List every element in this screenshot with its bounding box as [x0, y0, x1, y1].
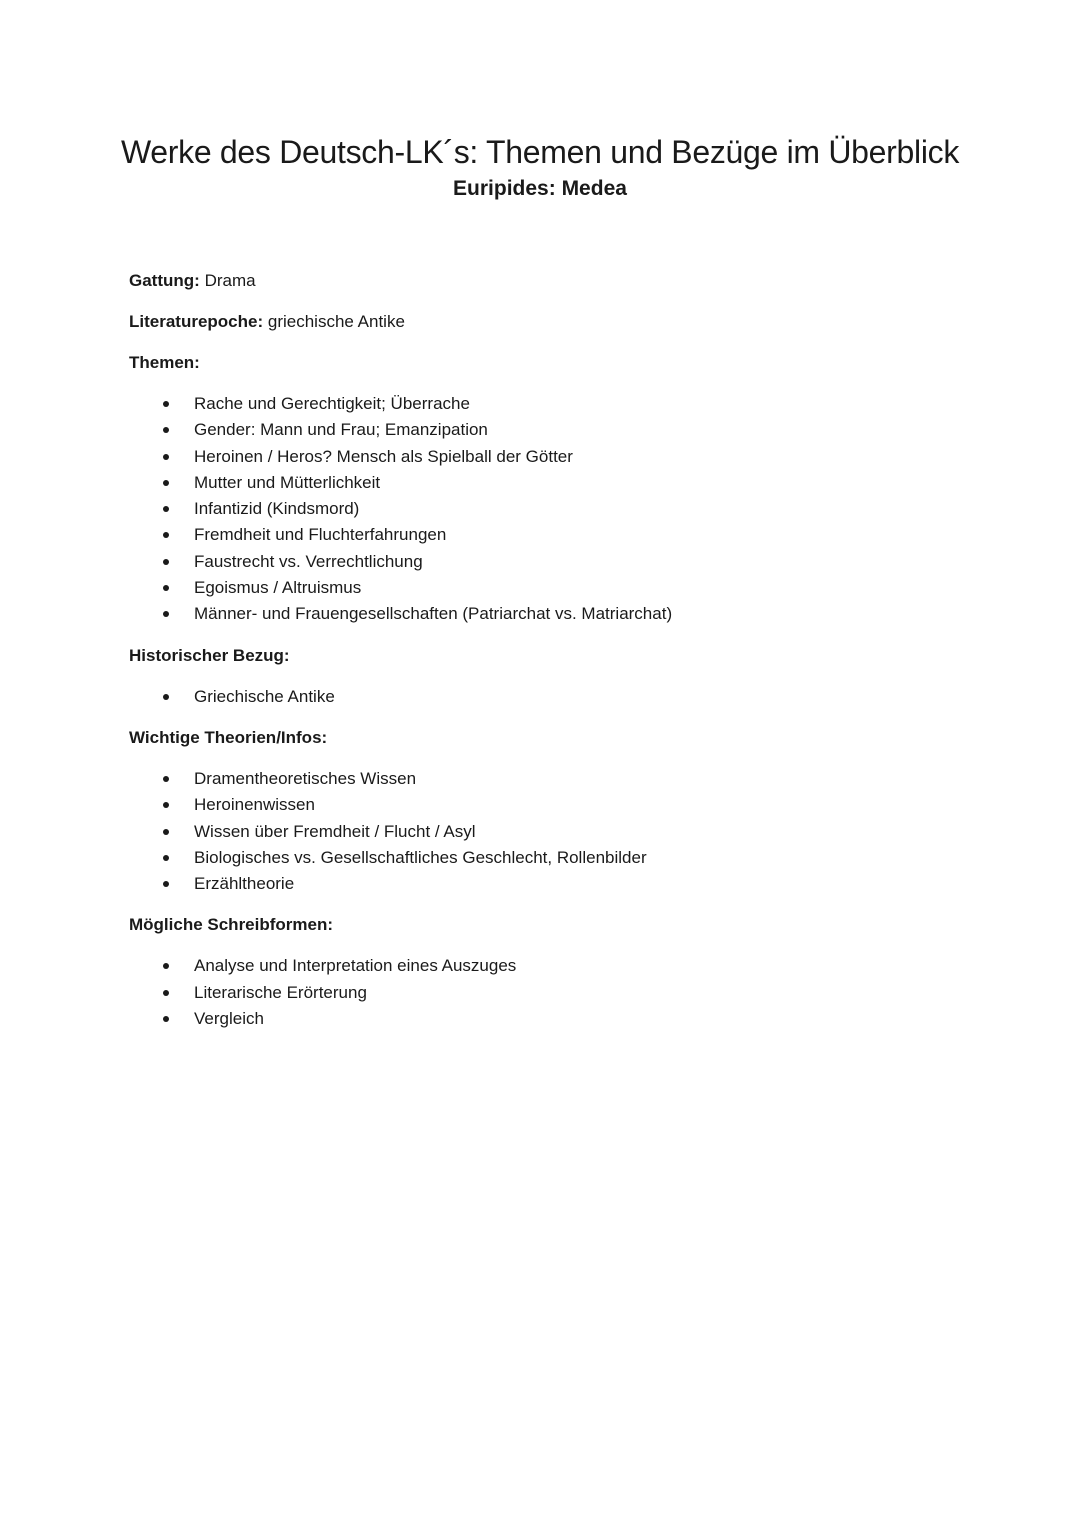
- document-content: [129, 268, 949, 1047]
- bullet-icon: [163, 559, 169, 565]
- list-item: [129, 1006, 949, 1032]
- list-item: [129, 684, 949, 710]
- list-item-text: Vergleich: [194, 1009, 264, 1029]
- list-item-text: Wissen über Fremdheit / Flucht / Asyl: [194, 821, 476, 841]
- bullet-icon: [163, 506, 169, 512]
- list-item-text: Analyse und Interpretation eines Auszuges: [194, 956, 517, 976]
- writing-forms-list: [129, 953, 949, 1032]
- document-subtitle: Euripides: Medea: [453, 177, 627, 200]
- bullet-icon: [163, 776, 169, 782]
- theories-list: [129, 766, 949, 897]
- bullet-icon: [163, 585, 169, 591]
- list-item: [129, 391, 949, 417]
- bullet-icon: [163, 990, 169, 996]
- bullet-icon: [163, 1016, 169, 1022]
- list-item: [129, 792, 949, 818]
- bullet-icon: [163, 401, 169, 407]
- document-title: Werke des Deutsch-LK´s: Themen und Bezüge im Überblick: [120, 134, 960, 170]
- list-item: [129, 522, 949, 548]
- genre-field: [129, 268, 949, 294]
- list-item-text: Fremdheit und Fluchterfahrungen: [194, 525, 447, 545]
- bullet-icon: [163, 454, 169, 460]
- bullet-icon: [163, 802, 169, 808]
- list-item-text: Infantizid (Kindsmord): [194, 499, 360, 519]
- list-item-text: Mutter und Mütterlichkeit: [194, 472, 381, 492]
- bullet-icon: [163, 963, 169, 969]
- list-item-text: Griechische Antike: [194, 686, 335, 706]
- list-item-text: Heroinenwissen: [194, 795, 315, 815]
- list-item: [129, 601, 949, 627]
- bullet-icon: [163, 881, 169, 887]
- list-item: [129, 766, 949, 792]
- list-item-text: Egoismus / Altruismus: [194, 578, 362, 598]
- list-item-text: Literarische Erörterung: [194, 982, 367, 1002]
- list-item: [129, 549, 949, 575]
- genre-label: Gattung:: [129, 271, 200, 290]
- list-item: [129, 953, 949, 979]
- list-item-text: Männer- und Frauengesellschaften (Patriarchat vs. Matriarchat): [194, 604, 673, 624]
- themes-heading: Themen:: [129, 353, 200, 372]
- list-item-text: Heroinen / Heros? Mensch als Spielball der Götter: [194, 446, 573, 466]
- epoch-field: [129, 309, 949, 335]
- bullet-icon: [163, 480, 169, 486]
- list-item-text: Gender: Mann und Frau; Emanzipation: [194, 420, 488, 440]
- list-item-text: Faustrecht vs. Verrechtlichung: [194, 551, 423, 571]
- list-item: [129, 871, 949, 897]
- list-item: [129, 496, 949, 522]
- list-item-text: Erzähltheorie: [194, 874, 295, 894]
- writing-forms-heading: Mögliche Schreibformen:: [129, 915, 334, 935]
- list-item-text: Biologisches vs. Gesellschaftliches Geschlecht, Rollenbilder: [194, 847, 647, 867]
- list-item-text: Dramentheoretisches Wissen: [194, 768, 417, 788]
- list-item-text: Rache und Gerechtigkeit; Überrache: [194, 394, 470, 413]
- bullet-icon: [163, 694, 169, 700]
- genre-value: Drama: [204, 271, 256, 290]
- bullet-icon: [163, 829, 169, 835]
- list-item: [129, 575, 949, 601]
- list-item: [129, 444, 949, 470]
- list-item: [129, 470, 949, 496]
- list-item: [129, 819, 949, 845]
- historical-heading: Historischer Bezug:: [129, 645, 290, 665]
- epoch-label: Literaturepoche:: [129, 312, 264, 331]
- epoch-value: griechische Antike: [267, 312, 405, 331]
- bullet-icon: [163, 611, 169, 617]
- bullet-icon: [163, 855, 169, 861]
- bullet-icon: [163, 532, 169, 538]
- list-item: [129, 417, 949, 443]
- themes-list: [129, 391, 949, 628]
- list-item: [129, 980, 949, 1006]
- list-item: [129, 845, 949, 871]
- theories-heading: Wichtige Theorien/Infos:: [129, 727, 328, 747]
- historical-list: [129, 684, 949, 710]
- bullet-icon: [163, 427, 169, 433]
